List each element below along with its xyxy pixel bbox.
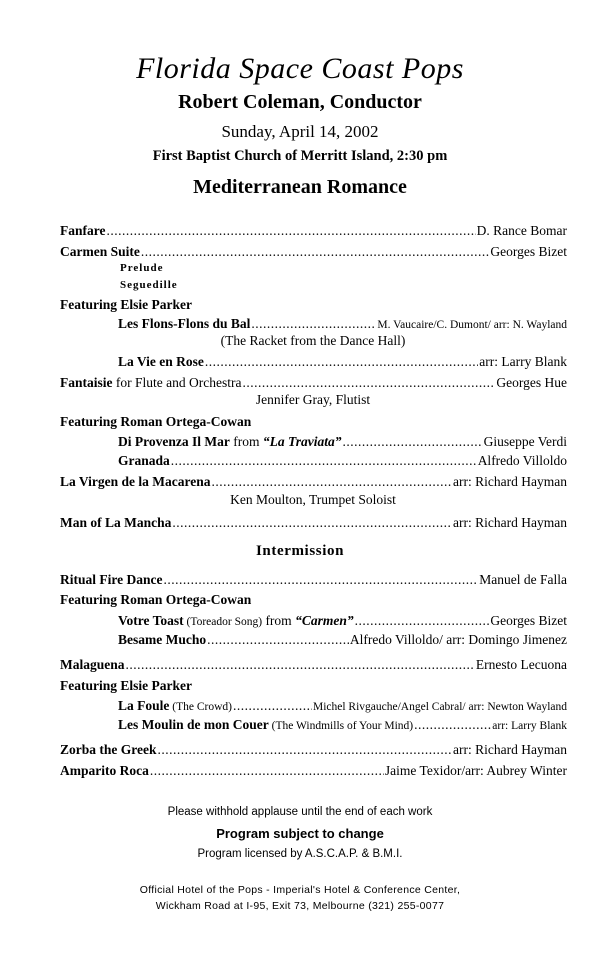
piece-from: from (262, 613, 296, 628)
program-item-les-moulin (118, 715, 567, 734)
piece-composer: arr: Larry Blank (479, 354, 567, 369)
piece-composer: Jaime Texidor/arr: Aubrey Winter (384, 763, 567, 778)
piece-title: Ritual Fire Dance (60, 572, 163, 587)
dot-leader (163, 570, 478, 589)
program-item-man-of-la-mancha (60, 513, 567, 532)
dot-leader (158, 740, 453, 759)
piece-title-group (118, 432, 341, 451)
program-item-amparito-roca (60, 761, 567, 780)
piece-composer: arr: Larry Blank (492, 720, 567, 732)
dot-leader (205, 352, 478, 371)
piece-composer: Michel Rivgauche/Angel Cabral/ arr: Newton Wayland (312, 701, 567, 713)
piece-composer: arr: Richard Hayman (453, 742, 567, 757)
piece-composer: Alfredo Villoldo/ arr: Domingo Jimenez (349, 632, 567, 647)
piece-title-group (118, 715, 413, 736)
piece-composer: Ernesto Lecuona (475, 657, 567, 672)
piece-title: La Vie en Rose (118, 354, 204, 369)
piece-composer: D. Rance Bomar (476, 223, 567, 238)
piece-subtitle: (Toreador Song) (183, 616, 263, 628)
dot-leader (150, 761, 384, 780)
piece-title: Amparito Roca (60, 763, 149, 778)
piece-title: Les Flons-Flons du Bal (118, 316, 251, 331)
program-item-zorba (60, 740, 567, 759)
piece-subtitle: (The Crowd) (169, 701, 232, 713)
featuring-elsie-parker: Featuring Elsie Parker (60, 678, 192, 693)
program-item-di-provenza (118, 432, 567, 451)
piece-composer: Georges Hue (496, 375, 567, 390)
program-item-besame-mucho (118, 630, 567, 649)
dot-leader (171, 451, 477, 470)
piece-title-suffix: for Flute and Orchestra (112, 375, 242, 390)
piece-title: Man of La Mancha (60, 515, 172, 530)
dot-leader (355, 611, 490, 630)
program-item-vie-en-rose (118, 352, 567, 371)
program-item-granada (118, 451, 567, 470)
subject-to-change: Program subject to change (216, 826, 384, 841)
piece-composer: Giuseppe Verdi (483, 434, 567, 449)
soloist-line: Jennifer Gray, Flutist (255, 392, 371, 407)
piece-title: La Virgen de la Macarena (60, 474, 211, 489)
conductor-line: Robert Coleman, Conductor (178, 91, 422, 113)
dot-leader (342, 432, 482, 451)
dot-leader (242, 373, 495, 392)
piece-title: Di Provenza Il Mar (118, 434, 230, 449)
program-item-macarena (60, 472, 567, 491)
piece-title: Fanfare (60, 223, 106, 238)
hotel-line-1: Official Hotel of the Pops - Imperial's Hotel & Conference Center, (139, 884, 461, 896)
piece-title: Malaguena (60, 657, 125, 672)
piece-title: Carmen Suite (60, 244, 140, 259)
piece-title: Zorba the Greek (60, 742, 157, 757)
dot-leader (141, 242, 490, 261)
movement-prelude: Prelude (120, 262, 164, 274)
featuring-elsie-parker: Featuring Elsie Parker (60, 297, 192, 312)
hotel-line-2: Wickham Road at I-95, Exit 73, Melbourne (321) 255-0077 (155, 900, 445, 912)
concert-date: Sunday, April 14, 2002 (221, 122, 379, 141)
piece-title: Granada (118, 453, 170, 468)
movement-seguedille: Seguedille (120, 279, 178, 291)
opera-title: “Carmen” (295, 613, 354, 628)
featuring-roman-ortega-cowan: Featuring Roman Ortega-Cowan (60, 414, 252, 429)
piece-title: Votre Toast (118, 613, 184, 628)
opera-title: “La Traviata” (262, 434, 342, 449)
piece-title-group (60, 373, 241, 392)
organization-name: Florida Space Coast Pops (136, 52, 464, 85)
program-item-carmen-suite (60, 242, 567, 261)
piece-title: Les Moulin de mon Couer (118, 717, 269, 732)
dot-leader (251, 314, 376, 333)
piece-composer: Georges Bizet (490, 244, 567, 259)
dot-leader (172, 513, 452, 532)
dot-leader (207, 630, 349, 649)
intermission-heading: Intermission (255, 543, 345, 559)
piece-composer: Alfredo Villoldo (477, 453, 567, 468)
piece-title: La Foule (118, 698, 170, 713)
dot-leader (211, 472, 452, 491)
piece-title: Besame Mucho (118, 632, 207, 647)
piece-title-group (118, 696, 232, 717)
dot-leader (107, 221, 476, 240)
program-item-flons-flons (118, 314, 567, 333)
featuring-roman-ortega-cowan: Featuring Roman Ortega-Cowan (60, 592, 252, 607)
program-item-la-foule (118, 696, 567, 715)
dot-leader (126, 655, 475, 674)
program-item-ritual-fire-dance (60, 570, 567, 589)
piece-title: Fantaisie (60, 375, 113, 390)
piece-subtitle: (The Windmills of Your Mind) (268, 720, 414, 732)
dot-leader (414, 715, 491, 734)
program-item-fanfare (60, 221, 567, 240)
piece-translation: (The Racket from the Dance Hall) (220, 333, 406, 348)
program-item-malaguena (60, 655, 567, 674)
dot-leader (233, 696, 312, 715)
soloist-line: Ken Moulton, Trumpet Soloist (230, 492, 396, 507)
piece-composer: Manuel de Falla (479, 572, 567, 587)
piece-from: from (229, 434, 263, 449)
program-item-votre-toast (118, 611, 567, 630)
concert-venue: First Baptist Church of Merritt Island, 2:30 pm (152, 148, 448, 164)
piece-composer: Georges Bizet (490, 613, 567, 628)
piece-composer: arr: Richard Hayman (453, 515, 567, 530)
applause-note: Please withhold applause until the end of each work (167, 806, 433, 818)
piece-title-group (118, 611, 354, 632)
piece-composer: M. Vaucaire/C. Dumont/ arr: N. Wayland (377, 319, 567, 331)
program-item-fantaisie (60, 373, 567, 392)
license-note: Program licensed by A.S.C.A.P. & B.M.I. (197, 848, 403, 860)
program-title: Mediterranean Romance (193, 176, 407, 198)
piece-composer: arr: Richard Hayman (453, 474, 567, 489)
